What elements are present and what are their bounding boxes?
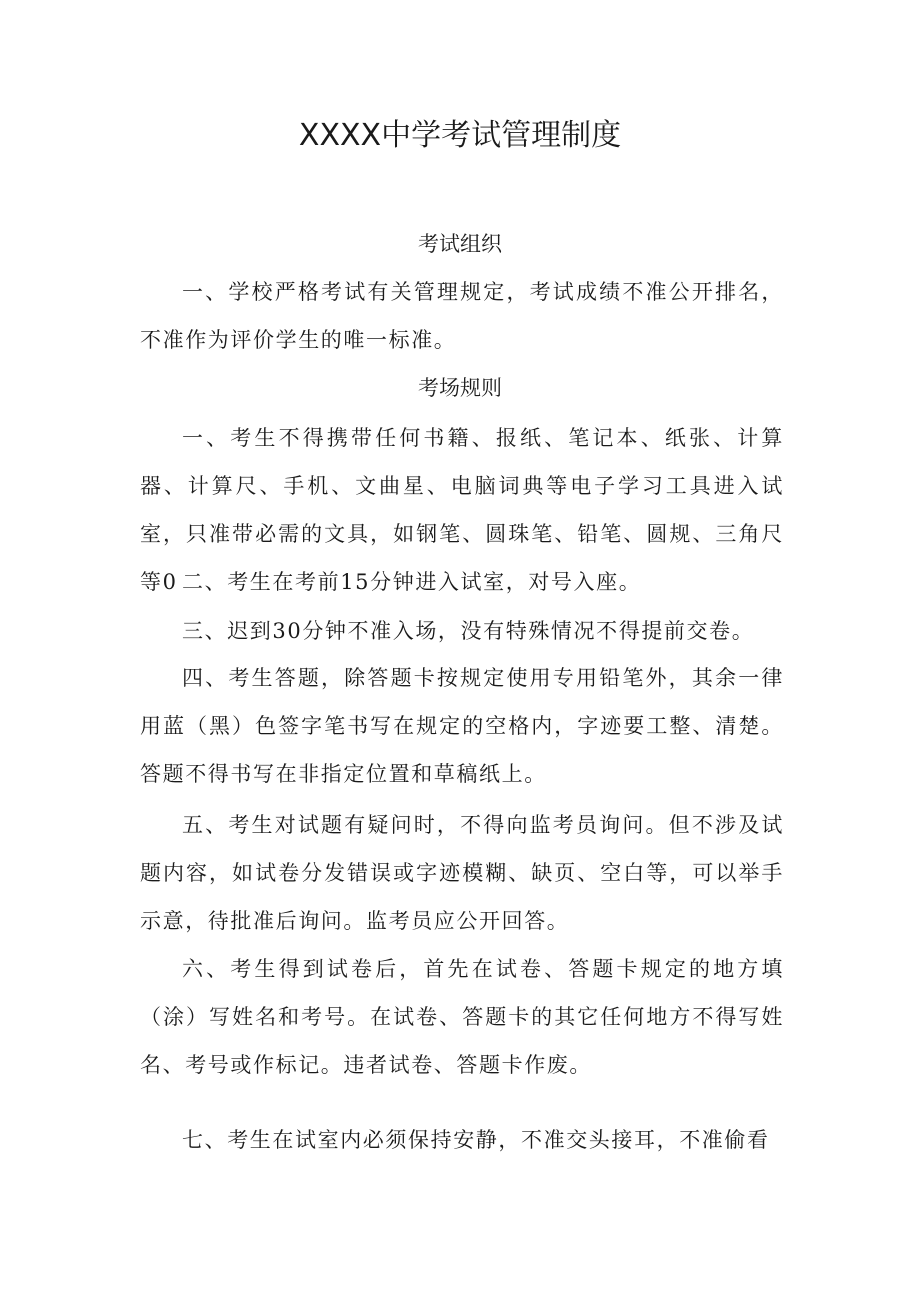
paragraph-rule-7: 七、考生在试室内必须保持安静，不准交头接耳，不准偷看: [182, 1128, 770, 1152]
section-heading-exam-organization: 考试组织: [418, 232, 502, 256]
paragraph-rule-1: 一、考生不得携带任何书籍、报纸、笔记本、纸张、计算器、计算尺、手机、文曲星、电脑词典等电子学习工具进入试室，只准带必需的文具，如钢笔、圆珠笔、铅笔、圆规、三角尺等0: [140, 426, 784, 594]
paragraph-rule-5: 五、考生对试题有疑问时，不得向监考员询问。但不涉及试题内容，如试卷分发错误或字迹模糊、缺页、空白等，可以举手示意，待批准后询问。监考员应公开回答。: [140, 813, 784, 933]
paragraph-rule-3: 三、迟到30分钟不准入场，没有特殊情况不得提前交卷。: [182, 619, 755, 643]
section-heading-exam-room-rules: 考场规则: [418, 376, 502, 400]
paragraph-rule-4: 四、考生答题，除答题卡按规定使用专用铅笔外，其余一律用蓝（黑）色签字笔书写在规定的空格内，字迹要工整、清楚。答题不得书写在非指定位置和草稿纸上。: [140, 666, 784, 786]
paragraph-rule-6: 六、考生得到试卷后，首先在试卷、答题卡规定的地方填（涂）写姓名和考号。在试卷、答题卡的其它任何地方不得写姓名、考号或作标记。违者试卷、答题卡作废。: [140, 957, 784, 1077]
paragraph-rule-2: 二、考生在考前15分钟进入试室，对号入座。: [182, 570, 642, 594]
document-title: XXXX中学考试管理制度: [298, 118, 622, 153]
paragraph-organization-1: 一、学校严格考试有关管理规定，考试成绩不准公开排名，不准作为评价学生的唯一标准。: [140, 280, 784, 352]
